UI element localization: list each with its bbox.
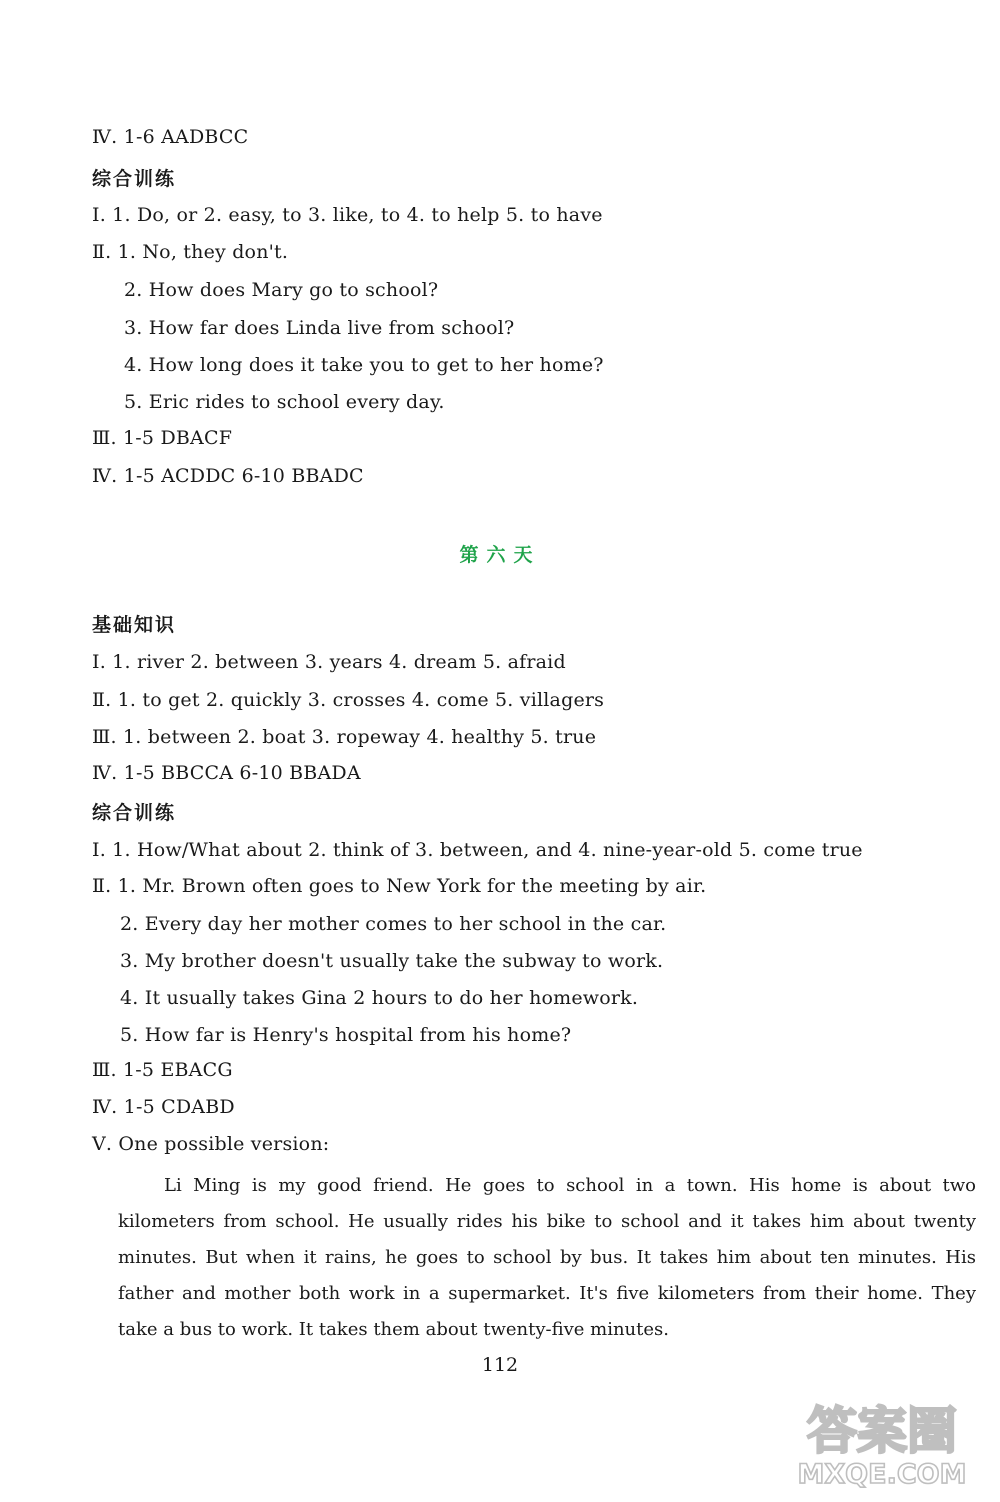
comp-section4-answers: Ⅳ. 1-5 CDABD [92, 1096, 235, 1118]
comp-section2-answer-2: 2. Every day her mother comes to her school in the car. [120, 913, 667, 935]
watermark-logo-text: 答案圈 [807, 1402, 957, 1460]
top-section2-answer-3: 3. How far does Linda live from school? [124, 317, 515, 339]
comp-section2-answer-1: Ⅱ. 1. Mr. Brown often goes to New York for the meeting by air. [92, 875, 707, 897]
top-section2-answer-1: Ⅱ. 1. No, they don't. [92, 241, 289, 263]
top-section1-answers: Ⅰ. 1. Do, or 2. easy, to 3. like, to 4. to help 5. to have [92, 204, 603, 226]
basic-section4-answers: Ⅳ. 1-5 BBCCA 6-10 BBADA [92, 762, 361, 784]
basic-knowledge-heading: 基础知识 [92, 614, 177, 636]
comp-section5-label: Ⅴ. One possible version: [92, 1133, 330, 1155]
watermark-site-text: MXQE.COM [797, 1459, 967, 1490]
sample-essay-text: Li Ming is my good friend. He goes to school in a town. His home is about two kilometers from school. He usually rides his bike to school and it takes him about twenty minutes. But when it rains, he goes to school by bus. It takes him about ten minutes. His father and mother both work in a supermarket. It's five kilometers from their home. They take a bus to work. It takes them about twenty-five minutes. [118, 1175, 976, 1340]
comp-section3-answers: Ⅲ. 1-5 EBACG [92, 1059, 233, 1081]
page-number: 112 [481, 1354, 519, 1376]
day-title: 第六天 [459, 544, 541, 566]
top-comprehensive-heading: 综合训练 [92, 168, 177, 190]
comp-section2-answer-5: 5. How far is Henry's hospital from his home? [120, 1024, 572, 1046]
basic-section3-answers: Ⅲ. 1. between 2. boat 3. ropeway 4. healthy 5. true [92, 726, 597, 748]
top-section2-answer-5: 5. Eric rides to school every day. [124, 391, 445, 413]
comp-section2-answer-3: 3. My brother doesn't usually take the subway to work. [120, 950, 664, 972]
top-section4b-answers: Ⅳ. 1-5 ACDDC 6-10 BBADC [92, 465, 364, 487]
comp-section1-answers: Ⅰ. 1. How/What about 2. think of 3. between, and 4. nine-year-old 5. come true [92, 839, 863, 861]
comprehensive-heading: 综合训练 [92, 802, 177, 824]
basic-section1-answers: Ⅰ. 1. river 2. between 3. years 4. dream 5. afraid [92, 651, 566, 673]
comp-section2-answer-4: 4. It usually takes Gina 2 hours to do her homework. [120, 987, 639, 1009]
watermark-logo [782, 1390, 982, 1490]
top-section2-answer-4: 4. How long does it take you to get to her home? [124, 354, 604, 376]
sample-essay [118, 1168, 976, 1348]
top-section2-answer-2: 2. How does Mary go to school? [124, 279, 439, 301]
top-section3-answers: Ⅲ. 1-5 DBACF [92, 427, 233, 449]
top-section4-answers: Ⅳ. 1-6 AADBCC [92, 126, 249, 148]
basic-section2-answers: Ⅱ. 1. to get 2. quickly 3. crosses 4. come 5. villagers [92, 689, 605, 711]
